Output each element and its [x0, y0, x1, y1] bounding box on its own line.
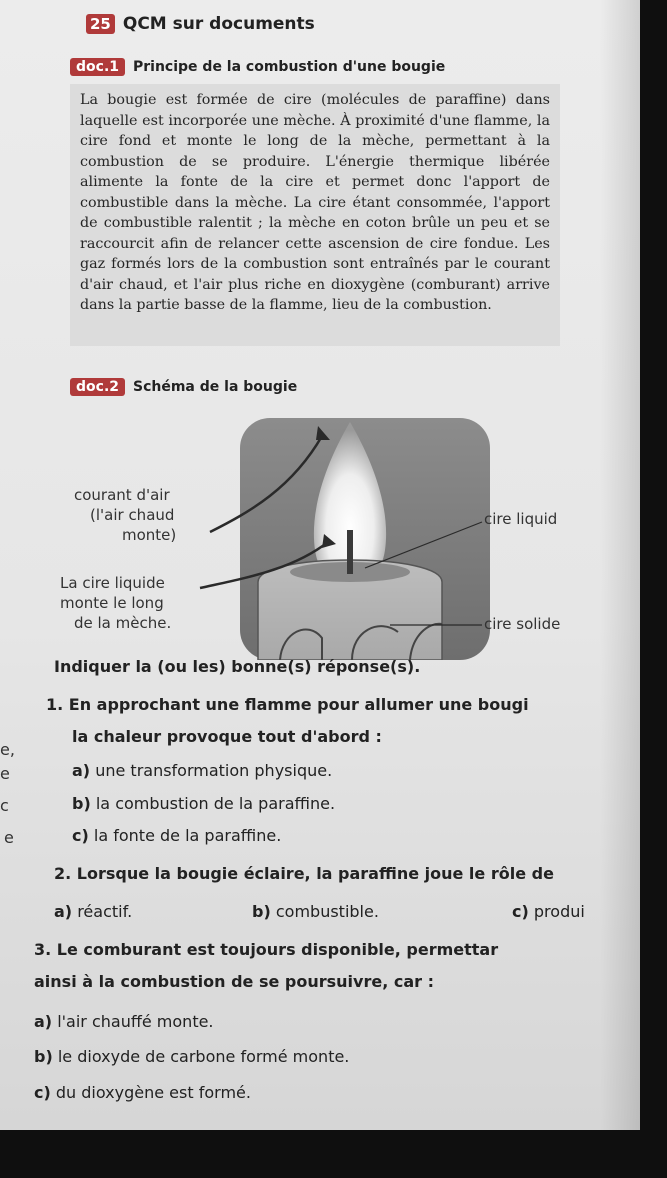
margin-fragment-2: e: [0, 764, 10, 783]
doc1-paragraph: La bougie est formée de cire (molécules de paraffine) dans laquelle est incorporée une mèche. À proximité d'une flamme, la cire fond et monte le long de la mèche, permettant à la combustion de se produire. L'énergie thermique libérée alimente la fonte de la cire et permet donc l'apport de combustible dans la mèche. La cire étant consommée, l'apport de combustible ralentit ; la mèche en coton brûle un peu et se raccourcit afin de relancer cette ascension de cire fondue. Les gaz formés lors de la combustion sont entraînés par le courant d'air chaud, et l'air plus riche en dioxygène (comburant) arrive dans la partie basse de la flamme, lieu de la combustion.: [80, 92, 550, 313]
wick: [347, 530, 353, 574]
question-1-option-b[interactable]: b) la combustion de la paraffine.: [72, 794, 336, 813]
label-wax-2: monte le long: [60, 594, 164, 612]
exercise-header: [86, 14, 315, 34]
doc1-header: [70, 58, 445, 76]
candle-diagram: [60, 410, 600, 660]
question-3-option-b[interactable]: b) le dioxyde de carbone formé monte.: [34, 1047, 350, 1066]
label-air-3: monte): [122, 526, 177, 544]
doc1-badge: doc.1: [70, 58, 125, 76]
margin-fragment-1: e,: [0, 740, 15, 759]
question-3-option-a[interactable]: a) l'air chauffé monte.: [34, 1012, 214, 1031]
doc2-header: [70, 378, 297, 396]
instruction: Indiquer la (ou les) bonne(s) réponse(s).: [54, 657, 421, 676]
question-1-line-2: la chaleur provoque tout d'abord :: [72, 727, 382, 746]
question-2-option-a[interactable]: a) réactif.: [54, 902, 133, 921]
question-3-line-2: ainsi à la combustion de se poursuivre, car :: [34, 972, 434, 991]
question-1-option-c[interactable]: c) la fonte de la paraffine.: [72, 826, 282, 845]
label-air-1: courant d'air: [74, 486, 170, 504]
exercise-number: 25: [86, 14, 115, 34]
question-1-line-1: 1. En approchant une flamme pour allumer une bougi: [46, 695, 529, 714]
doc2-title: Schéma de la bougie: [133, 379, 298, 395]
label-wax-3: de la mèche.: [74, 614, 172, 632]
question-2-line-1: 2. Lorsque la bougie éclaire, la paraffine joue le rôle de: [54, 864, 554, 883]
label-solid-wax: cire solide: [484, 615, 561, 633]
doc2-badge: doc.2: [70, 378, 125, 396]
label-liquid-wax: cire liquid: [484, 510, 558, 528]
doc1-text-box: [70, 84, 560, 346]
question-2-option-b[interactable]: b) combustible.: [252, 902, 379, 921]
doc1-title: Principe de la combustion d'une bougie: [133, 59, 446, 75]
margin-fragment-3: c: [0, 796, 9, 815]
margin-fragment-4: e: [4, 828, 14, 847]
question-1-option-a[interactable]: a) une transformation physique.: [72, 761, 333, 780]
question-3-line-1: 3. Le comburant est toujours disponible, permettar: [34, 940, 499, 959]
question-2-option-c[interactable]: c) produi: [512, 902, 585, 921]
label-air-2: (l'air chaud: [90, 506, 175, 524]
label-wax-1: La cire liquide: [60, 574, 165, 592]
exercise-title: QCM sur documents: [122, 14, 315, 34]
question-3-option-c[interactable]: c) du dioxygène est formé.: [34, 1083, 251, 1102]
